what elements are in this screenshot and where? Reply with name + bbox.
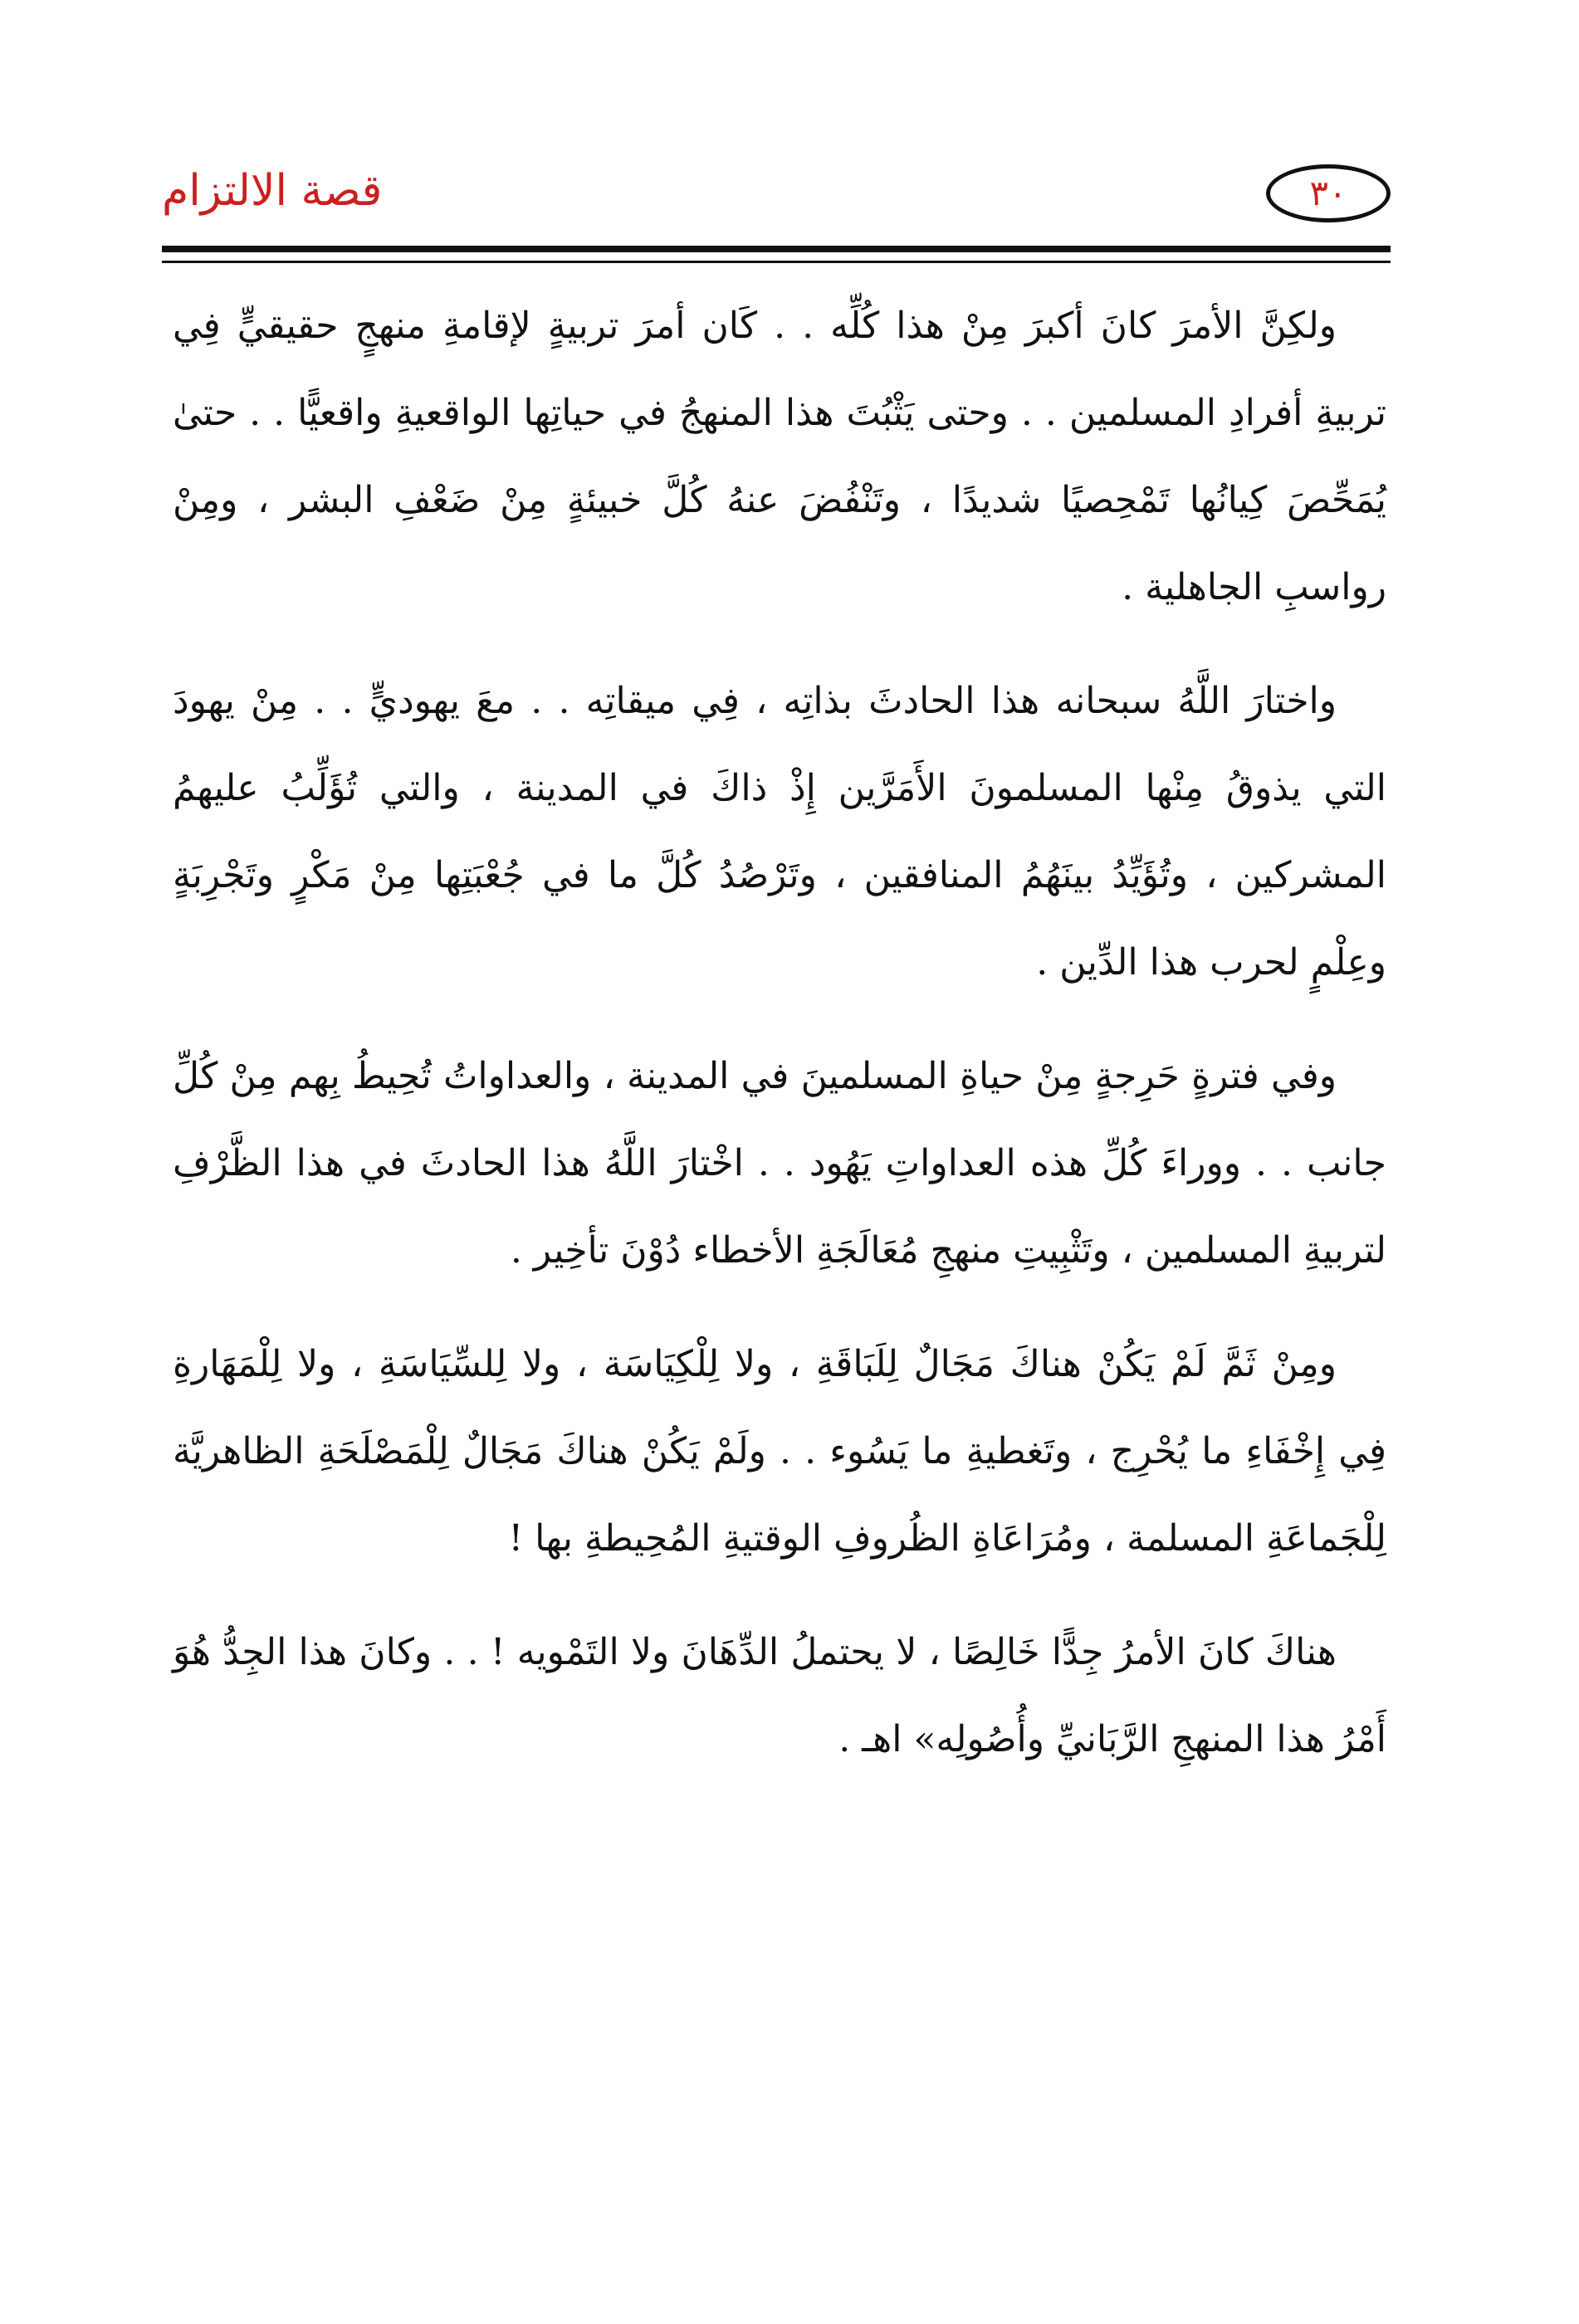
paragraph: واختارَ اللَّهُ سبحانه هذا الحادثَ بذاتِه ، فِي ميقاتِه . . معَ يهوديٍّ . . مِنْ يهودَ التي يذوقُ مِنْها المسلمونَ الأَمَرَّين إِذْ ذاكَ في المدينة ، والتي تُؤَلِّبُ عليهمُ المشركين ، وتُؤَيِّدُ بينَهُمُ المنافقين ، وتَرْصُدُ كُلَّ ما في جُعْبَتِها مِنْ مَكْرٍ وتَجْرِبَةٍ وعِلْمٍ لحرب هذا الدِّين . [173, 680, 1386, 984]
page-header [162, 158, 1391, 249]
paragraph: وفي فترةٍ حَرِجةٍ مِنْ حياةِ المسلمينَ في المدينة ، والعداواتُ تُحِيطُ بِهم مِنْ كُلِّ جانب . . ووراءَ كُلِّ هذه العداواتِ يَهُود . . اخْتارَ اللَّهُ هذا الحادثَ في هذا الظَّرْفِ لتربيةِ المسلمين ، وتَثْبِيتِ منهجِ مُعَالَجَةِ الأخطاء دُوْنَ تأخِير . [173, 1055, 1386, 1272]
header-rule-thick [162, 246, 1391, 252]
page-number-frame [1266, 164, 1391, 222]
body-text [173, 282, 1386, 1783]
paragraph: هناكَ كانَ الأمرُ جِدًّا خَالِصًا ، لا يحتملُ الدِّهَانَ ولا التَمْويه ! . . وكانَ هذا الجِدُّ هُوَ أَمْرُ هذا المنهجِ الرَّبَانيِّ وأُصُولِه» اهـ . [173, 1631, 1386, 1760]
paragraph: ولكِنَّ الأمرَ كانَ أكبرَ مِنْ هذا كُلِّه . . كَان أمرَ تربيةٍ لإقامةِ منهجٍ حقيقيٍّ فِي تربيةِ أفرادِ المسلمين . . وحتى يَثْبُتَ هذا المنهجُ في حياتِها الواقعيةِ واقعيًّا . . حتىٰ يُمَحِّصَ كِيانُها تَمْحِصيًا شديدًا ، وتَنْفُضَ عنهُ كُلَّ خبيئةٍ مِنْ ضَعْفِ البشر ، ومِنْ رواسبِ الجاهلية . [173, 305, 1387, 608]
paragraph: ومِنْ ثَمَّ لَمْ يَكُنْ هناكَ مَجَالٌ لِلَبَاقَةِ ، ولا لِلْكِيَاسَة ، ولا لِلسِّيَاسَةِ ، ولا لِلْمَهَارةِ فِي إِخْفَاءِ ما يُحْرِج ، وتَغطيةِ ما يَسُوء . . ولَمْ يَكُنْ هناكَ مَجَالٌ لِلْمَصْلَحَةِ الظاهريَّة لِلْجَماعَةِ المسلمة ، ومُرَاعَاةِ الظُروفِ الوقتيةِ المُحِيطةِ بها ! [173, 1343, 1386, 1560]
running-title: قصة الالتزام [162, 166, 383, 216]
header-rule-thin [162, 261, 1391, 263]
page-number: ٣٠ [1309, 173, 1347, 213]
